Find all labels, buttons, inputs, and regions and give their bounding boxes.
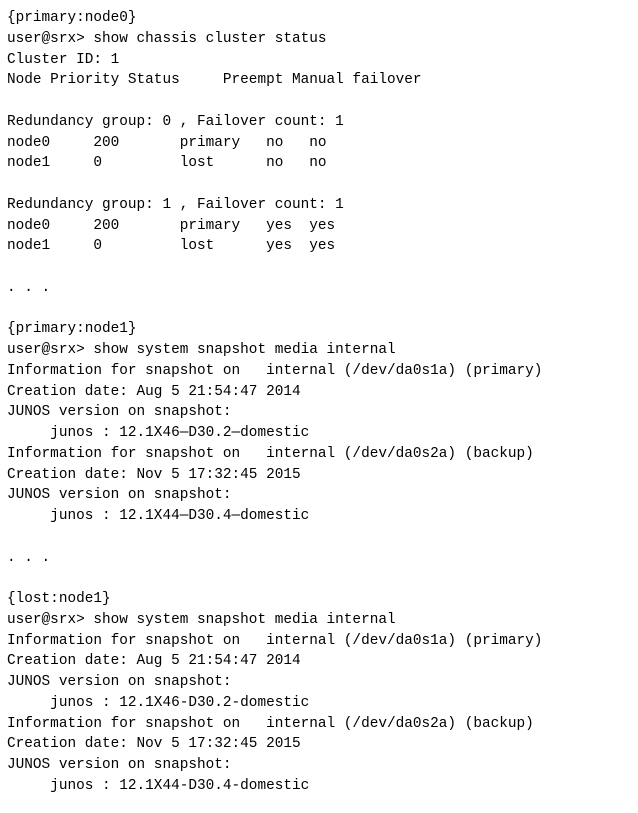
rg0-node0-row: node0 200 primary no no xyxy=(7,134,327,151)
ellipsis-separator: . . . xyxy=(7,279,51,296)
redundancy-group-1-header: Redundancy group: 1 , Failover count: 1 xyxy=(7,196,344,213)
junos-version-value: junos : 12.1X46—D30.2—domestic xyxy=(7,425,310,441)
junos-version-label: JUNOS version on snapshot: xyxy=(7,674,232,690)
snapshot-info-primary: Information for snapshot on internal (/dev/da0s1a) (primary) xyxy=(7,362,543,379)
creation-date-line: Creation date: Aug 5 21:54:47 2014 xyxy=(7,383,301,400)
prompt-context-primary-node1: {primary:node1} xyxy=(7,321,137,338)
cluster-table-header: Node Priority Status Preempt Manual failover xyxy=(7,72,422,89)
prompt-context-primary-node0: {primary:node0} xyxy=(7,10,137,26)
junos-version-value: junos : 12.1X44-D30.4-domestic xyxy=(7,777,310,794)
snapshot-info-backup: Information for snapshot on internal (/dev/da0s2a) (backup) xyxy=(7,715,534,732)
blank-line xyxy=(7,299,638,320)
blank-line xyxy=(7,257,638,278)
creation-date-line: Creation date: Nov 5 17:32:45 2015 xyxy=(7,736,301,753)
creation-date-line: Creation date: Aug 5 21:54:47 2014 xyxy=(7,653,301,670)
snapshot-info-primary: Information for snapshot on internal (/dev/da0s1a) (primary) xyxy=(7,632,543,649)
junos-version-label: JUNOS version on snapshot: xyxy=(7,487,232,504)
cluster-id-line: Cluster ID: 1 xyxy=(7,51,120,68)
ellipsis-separator: . . . xyxy=(7,549,51,566)
rg0-node1-row: node1 0 lost no no xyxy=(7,155,327,172)
blank-line xyxy=(7,174,638,195)
junos-version-value: junos : 12.1X46-D30.2-domestic xyxy=(7,694,310,711)
blank-line xyxy=(7,527,638,548)
prompt-context-lost-node1: {lost:node1} xyxy=(7,591,111,607)
rg1-node1-row: node1 0 lost yes yes xyxy=(7,238,336,255)
junos-version-label: JUNOS version on snapshot: xyxy=(7,757,232,773)
command-snapshot-media-internal: user@srx> show system snapshot media internal xyxy=(7,611,396,628)
redundancy-group-0-header: Redundancy group: 0 , Failover count: 1 xyxy=(7,113,344,130)
snapshot-info-backup: Information for snapshot on internal (/dev/da0s2a) (backup) xyxy=(7,445,534,462)
blank-line xyxy=(7,91,638,112)
junos-version-value: junos : 12.1X44—D30.4—domestic xyxy=(7,508,310,524)
command-chassis-cluster-status: user@srx> show chassis cluster status xyxy=(7,30,327,47)
creation-date-line: Creation date: Nov 5 17:32:45 2015 xyxy=(7,466,301,483)
junos-version-label: JUNOS version on snapshot: xyxy=(7,404,232,421)
command-snapshot-media-internal: user@srx> show system snapshot media internal xyxy=(7,342,396,358)
rg1-node0-row: node0 200 primary yes yes xyxy=(7,217,336,234)
blank-line xyxy=(7,568,638,589)
